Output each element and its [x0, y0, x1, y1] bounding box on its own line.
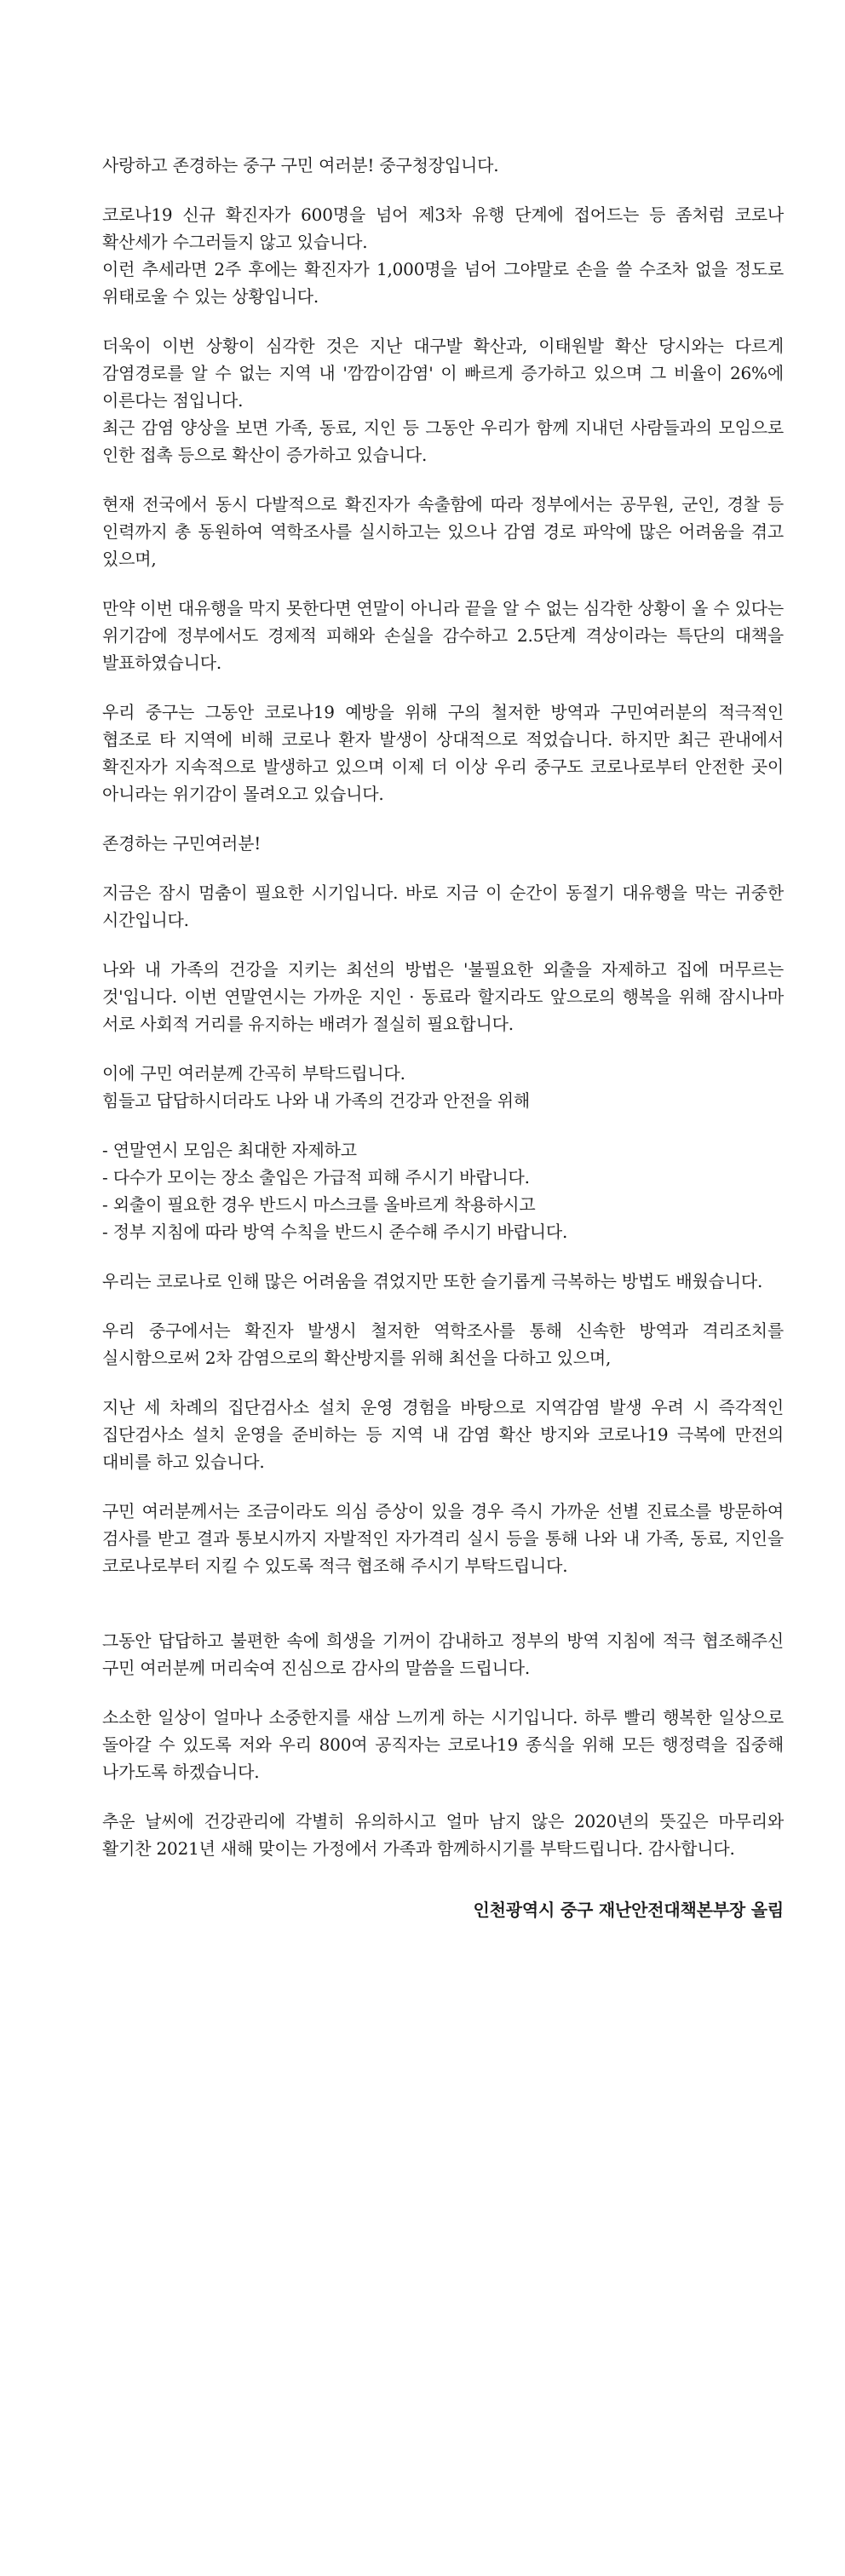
greeting: 사랑하고 존경하는 중구 구민 여러분! 중구청장입니다.: [102, 155, 499, 175]
letter-body: [102, 152, 784, 1923]
paragraph-2: 이런 추세라면 2주 후에는 확진자가 1,000명을 넘어 그야말로 손을 쓸 수조차 없을 정도로 위태로울 수 있는 상황입니다.: [102, 259, 784, 307]
paragraph-3: 더욱이 이번 상황이 심각한 것은 지난 대구발 확산과, 이태원발 확산 당시와는 다르게 감염경로를 알 수 없는 지역 내 '깜깜이감염' 이 빠르게 증가하고 있으며 그 비율이 26%에 이른다는 점입니다.: [102, 336, 784, 411]
salutation: 존경하는 구민여러분!: [102, 833, 262, 854]
paragraph-1: 코로나19 신규 확진자가 600명을 넘어 제3차 유행 단계에 접어드는 등 좀처럼 코로나 확산세가 수그러들지 않고 있습니다.: [102, 204, 784, 252]
list-item: - 외출이 필요한 경우 반드시 마스크를 올바르게 착용하시고: [102, 1194, 536, 1215]
paragraph-18: 소소한 일상이 얼마나 소중한지를 새삼 느끼게 하는 시기입니다. 하루 빨리 행복한 일상으로 돌아갈 수 있도록 저와 우리 800여 공직자는 코로나19 종식을 위해 모든 행정력을 집중해 나가도록 하겠습니다.: [102, 1707, 784, 1782]
paragraph-12: 힘들고 답답하시더라도 나와 내 가족의 건강과 안전을 위해: [102, 1090, 530, 1111]
paragraph-7: 우리 중구는 그동안 코로나19 예방을 위해 구의 철저한 방역과 구민여러분의 적극적인 협조로 타 지역에 비해 코로나 환자 발생이 상대적으로 적었습니다. 하지만 최근 관내에서 확진자가 지속적으로 발생하고 있으며 이제 더 이상 우리 중구도 코로나로부터 안전한 곳이 아니라는 위기감이 몰려오고 있습니다.: [102, 702, 784, 804]
paragraph-19: 추운 날씨에 건강관리에 각별히 유의하시고 얼마 남지 않은 2020년의 뜻깊은 마무리와 활기찬 2021년 새해 맞이는 가정에서 가족과 함께하시기를 부탁드립니다. 감사합니다.: [102, 1811, 784, 1859]
paragraph-16: 구민 여러분께서는 조금이라도 의심 증상이 있을 경우 즉시 가까운 선별 진료소를 방문하여 검사를 받고 결과 통보시까지 자발적인 자가격리 실시 등을 통해 나와 내 가족, 동료, 지인을 코로나로부터 지킬 수 있도록 적극 협조해 주시기 부탁드립니다.: [102, 1501, 784, 1576]
signature: 인천광역시 중구 재난안전대책본부장 올림: [473, 1900, 784, 1920]
paragraph-9: 지금은 잠시 멈춤이 필요한 시기입니다. 바로 지금 이 순간이 동절기 대유행을 막는 귀중한 시간입니다.: [102, 883, 784, 930]
paragraph-10: 나와 내 가족의 건강을 지키는 최선의 방법은 '불필요한 외출을 자제하고 집에 머무르는 것'입니다. 이번 연말연시는 가까운 지인 · 동료라 할지라도 앞으로의 행복을 위해 잠시나마 서로 사회적 거리를 유지하는 배려가 절실히 필요합니다.: [102, 959, 784, 1034]
paragraph-5: 현재 전국에서 동시 다발적으로 확진자가 속출함에 따라 정부에서는 공무원, 군인, 경찰 등 인력까지 총 동원하여 역학조사를 실시하고는 있으나 감염 경로 파악에 많은 어려움을 겪고 있으며,: [102, 494, 784, 569]
paragraph-4: 최근 감염 양상을 보면 가족, 동료, 지인 등 그동안 우리가 함께 지내던 사람들과의 모임으로 인한 접촉 등으로 확산이 증가하고 있습니다.: [102, 417, 784, 465]
paragraph-15: 지난 세 차례의 집단검사소 설치 운영 경험을 바탕으로 지역감염 발생 우려 시 즉각적인 집단검사소 설치 운영을 준비하는 등 지역 내 감염 확산 방지와 코로나19 극복에 만전의 대비를 하고 있습니다.: [102, 1397, 784, 1472]
list-item: - 연말연시 모임은 최대한 자제하고: [102, 1140, 357, 1160]
paragraph-6: 만약 이번 대유행을 막지 못한다면 연말이 아니라 끝을 알 수 없는 심각한 상황이 올 수 있다는 위기감에 정부에서도 경제적 피해와 손실을 감수하고 2.5단계 격상이라는 특단의 대책을 발표하였습니다.: [102, 598, 784, 673]
list-item: - 다수가 모이는 장소 출입은 가급적 피해 주시기 바랍니다.: [102, 1167, 530, 1187]
paragraph-13: 우리는 코로나로 인해 많은 어려움을 겪었지만 또한 슬기롭게 극복하는 방법도 배웠습니다.: [102, 1271, 763, 1291]
request-list: [102, 1136, 784, 1245]
paragraph-11: 이에 구민 여러분께 간곡히 부탁드립니다.: [102, 1063, 405, 1084]
paragraph-17: 그동안 답답하고 불편한 속에 희생을 기꺼이 감내하고 정부의 방역 지침에 적극 협조해주신 구민 여러분께 머리숙여 진심으로 감사의 말씀을 드립니다.: [102, 1630, 784, 1678]
paragraph-14: 우리 중구에서는 확진자 발생시 철저한 역학조사를 통해 신속한 방역과 격리조치를 실시함으로써 2차 감염으로의 확산방지를 위해 최선을 다하고 있으며,: [102, 1320, 784, 1368]
list-item: - 정부 지침에 따라 방역 수칙을 반드시 준수해 주시기 바랍니다.: [102, 1222, 568, 1242]
